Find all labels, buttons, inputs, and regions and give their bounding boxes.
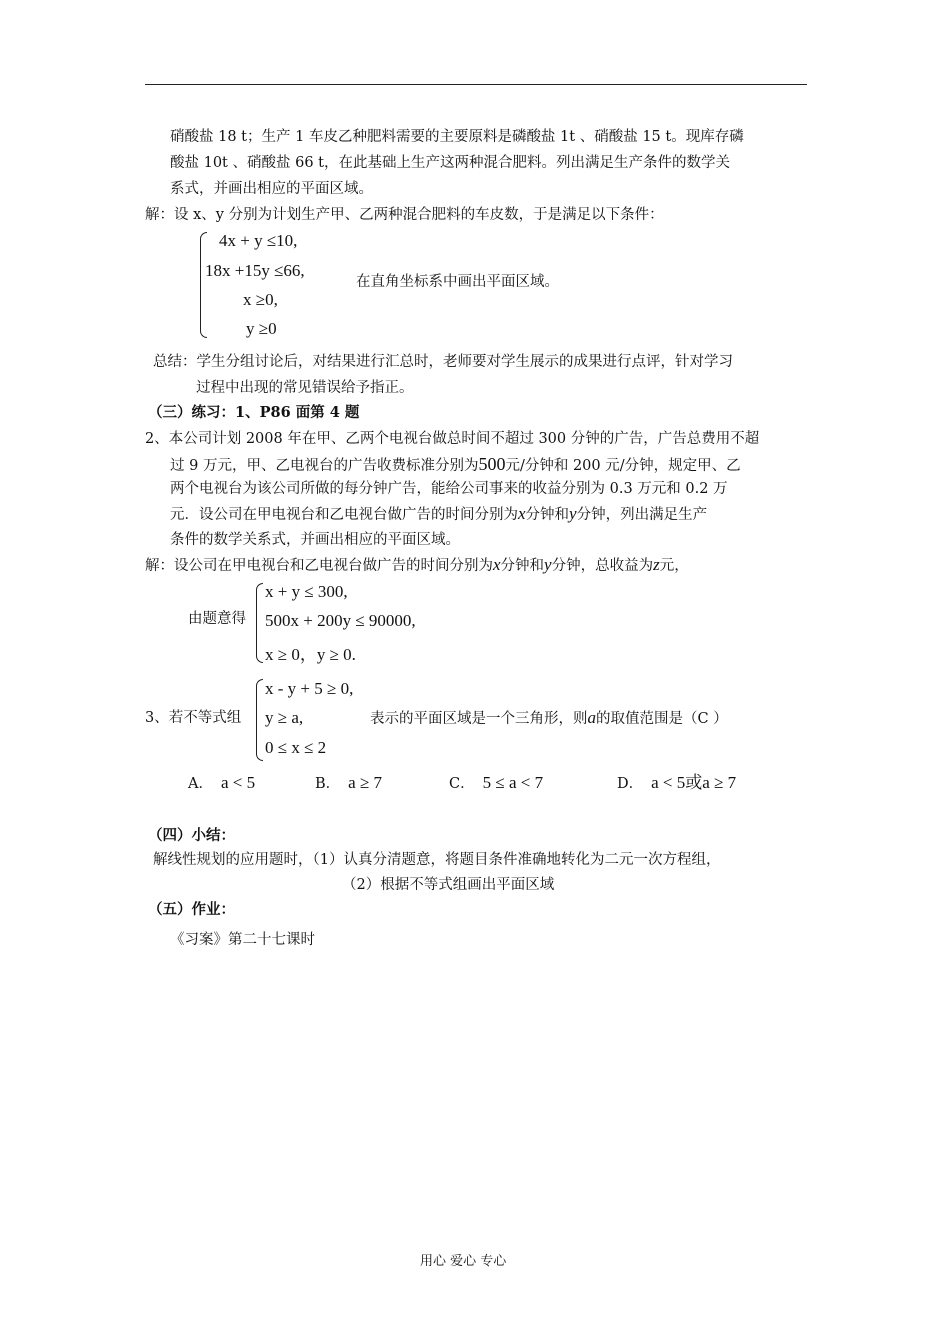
system1-note: 在直角坐标系中画出平面区域。 bbox=[356, 274, 559, 290]
system3-brace bbox=[256, 679, 263, 761]
system2-row2: 500x + 200y ≤ 90000, bbox=[265, 611, 416, 630]
summary-line2: （2）根据不等式组画出平面区域 bbox=[342, 877, 555, 893]
system2-row3: x ≥ 0，y ≥ 0. bbox=[265, 645, 356, 664]
q2-line3: 两个电视台为该公司所做的每分钟广告，能给公司事来的收益分别为 0.3 万元和 0.2 万 bbox=[170, 481, 728, 497]
q2-line4-text-a: 元．设公司在甲电视台和乙电视台做广告的时间分别为 bbox=[170, 507, 518, 523]
header-rule bbox=[145, 84, 807, 85]
system1-brace bbox=[200, 232, 207, 338]
problem1-line1: 硝酸盐 18 t；生产 1 车皮乙种肥料需要的主要原料是磷酸盐 1t 、硝酸盐 15 t。现库存磷 bbox=[170, 129, 744, 145]
q2-line1: 2、本公司计划 2008 年在甲、乙两个电视台做总时间不超过 300 分钟的广告，广告总费用不超 bbox=[145, 431, 760, 447]
q2-line2 bbox=[170, 454, 741, 476]
practice-heading: （三）练习：1、P86 面第 4 题 bbox=[148, 404, 360, 421]
system1-row1: 4x + y ≤10, bbox=[219, 231, 298, 250]
sol2-text-d: 元， bbox=[659, 558, 689, 574]
system2-brace bbox=[256, 583, 263, 663]
q2-line2-text-b: 元/分钟和 200 元/分钟，规定甲、乙 bbox=[505, 458, 741, 474]
sol2-z: z bbox=[653, 555, 660, 574]
problem1-solution: 解：设 x、y 分别为计划生产甲、乙两种混合肥料的车皮数，于是满足以下条件： bbox=[145, 207, 664, 223]
option-b-expr: a ≥ 7 bbox=[348, 773, 383, 792]
system2-row1: x + y ≤ 300, bbox=[265, 582, 348, 601]
q2-line4-y: y bbox=[569, 504, 577, 523]
sol2-y: y bbox=[544, 555, 552, 574]
q2-line2-number: 500 bbox=[478, 454, 506, 474]
system1-row4: y ≥0 bbox=[246, 319, 277, 338]
option-c-label: C． bbox=[449, 776, 475, 792]
sol2-text-c: 分钟，总收益为 bbox=[551, 558, 654, 574]
summary-line1: 解线性规划的应用题时，（1）认真分清题意，将题目条件准确地转化为二元一次方程组， bbox=[153, 852, 721, 868]
q3-a: a bbox=[587, 708, 596, 727]
option-b-label: B． bbox=[315, 776, 341, 792]
q3-text bbox=[370, 708, 728, 729]
system3-row1: x - y + 5 ≥ 0, bbox=[265, 679, 354, 698]
q2-line4-text-b: 分钟和 bbox=[525, 507, 570, 523]
option-b bbox=[315, 773, 382, 794]
summary-heading: （四）小结： bbox=[148, 827, 235, 844]
q3-label: 3、若不等式组 bbox=[145, 710, 242, 726]
sol2-x: x bbox=[493, 555, 501, 574]
homework-line: 《习案》第二十七课时 bbox=[170, 932, 315, 948]
sol2-label: 由题意得 bbox=[188, 611, 246, 627]
q2-line4-text-c: 分钟，列出满足生产 bbox=[576, 507, 708, 523]
option-d bbox=[617, 773, 736, 794]
sol2-text-b: 分钟和 bbox=[500, 558, 545, 574]
q3-text-a: 表示的平面区域是一个三角形，则 bbox=[370, 711, 588, 727]
option-d-label: D． bbox=[617, 776, 644, 792]
option-c bbox=[449, 773, 543, 794]
sol2-text-a: 解：设公司在甲电视台和乙电视台做广告的时间分别为 bbox=[145, 558, 493, 574]
system1-row3: x ≥0, bbox=[243, 290, 278, 309]
option-a bbox=[188, 773, 255, 794]
q3-text-b: 的取值范围是（C ） bbox=[596, 711, 728, 727]
system3-row3: 0 ≤ x ≤ 2 bbox=[265, 738, 327, 757]
system3-row2: y ≥ a, bbox=[265, 708, 304, 727]
q2-line4 bbox=[170, 504, 707, 525]
q2-line4-x: x bbox=[518, 504, 526, 523]
option-a-label: A． bbox=[188, 776, 213, 792]
problem1-line2: 酸盐 10t 、硝酸盐 66 t，在此基础上生产这两种混合肥料。列出满足生产条件的数学关 bbox=[170, 155, 730, 171]
option-d-expr: a < 5或a ≥ 7 bbox=[651, 773, 737, 792]
option-a-expr: a < 5 bbox=[220, 773, 256, 792]
summary1-line2: 过程中出现的常见错误给予指正。 bbox=[196, 380, 414, 396]
problem1-line3: 系式，并画出相应的平面区域。 bbox=[170, 181, 373, 197]
option-c-expr: 5 ≤ a < 7 bbox=[482, 773, 544, 792]
page-footer: 用心 爱心 专心 bbox=[420, 1254, 507, 1269]
summary1-line1: 总结：学生分组讨论后，对结果进行汇总时，老师要对学生展示的成果进行点评，针对学习 bbox=[153, 354, 733, 370]
q2-solution bbox=[145, 555, 689, 576]
q2-line5: 条件的数学关系式，并画出相应的平面区域。 bbox=[170, 532, 460, 548]
q2-line2-text-a: 过 9 万元，甲、乙电视台的广告收费标准分别为 bbox=[170, 458, 479, 474]
system1-row2: 18x +15y ≤66, bbox=[205, 261, 305, 280]
homework-heading: （五）作业： bbox=[148, 901, 235, 918]
